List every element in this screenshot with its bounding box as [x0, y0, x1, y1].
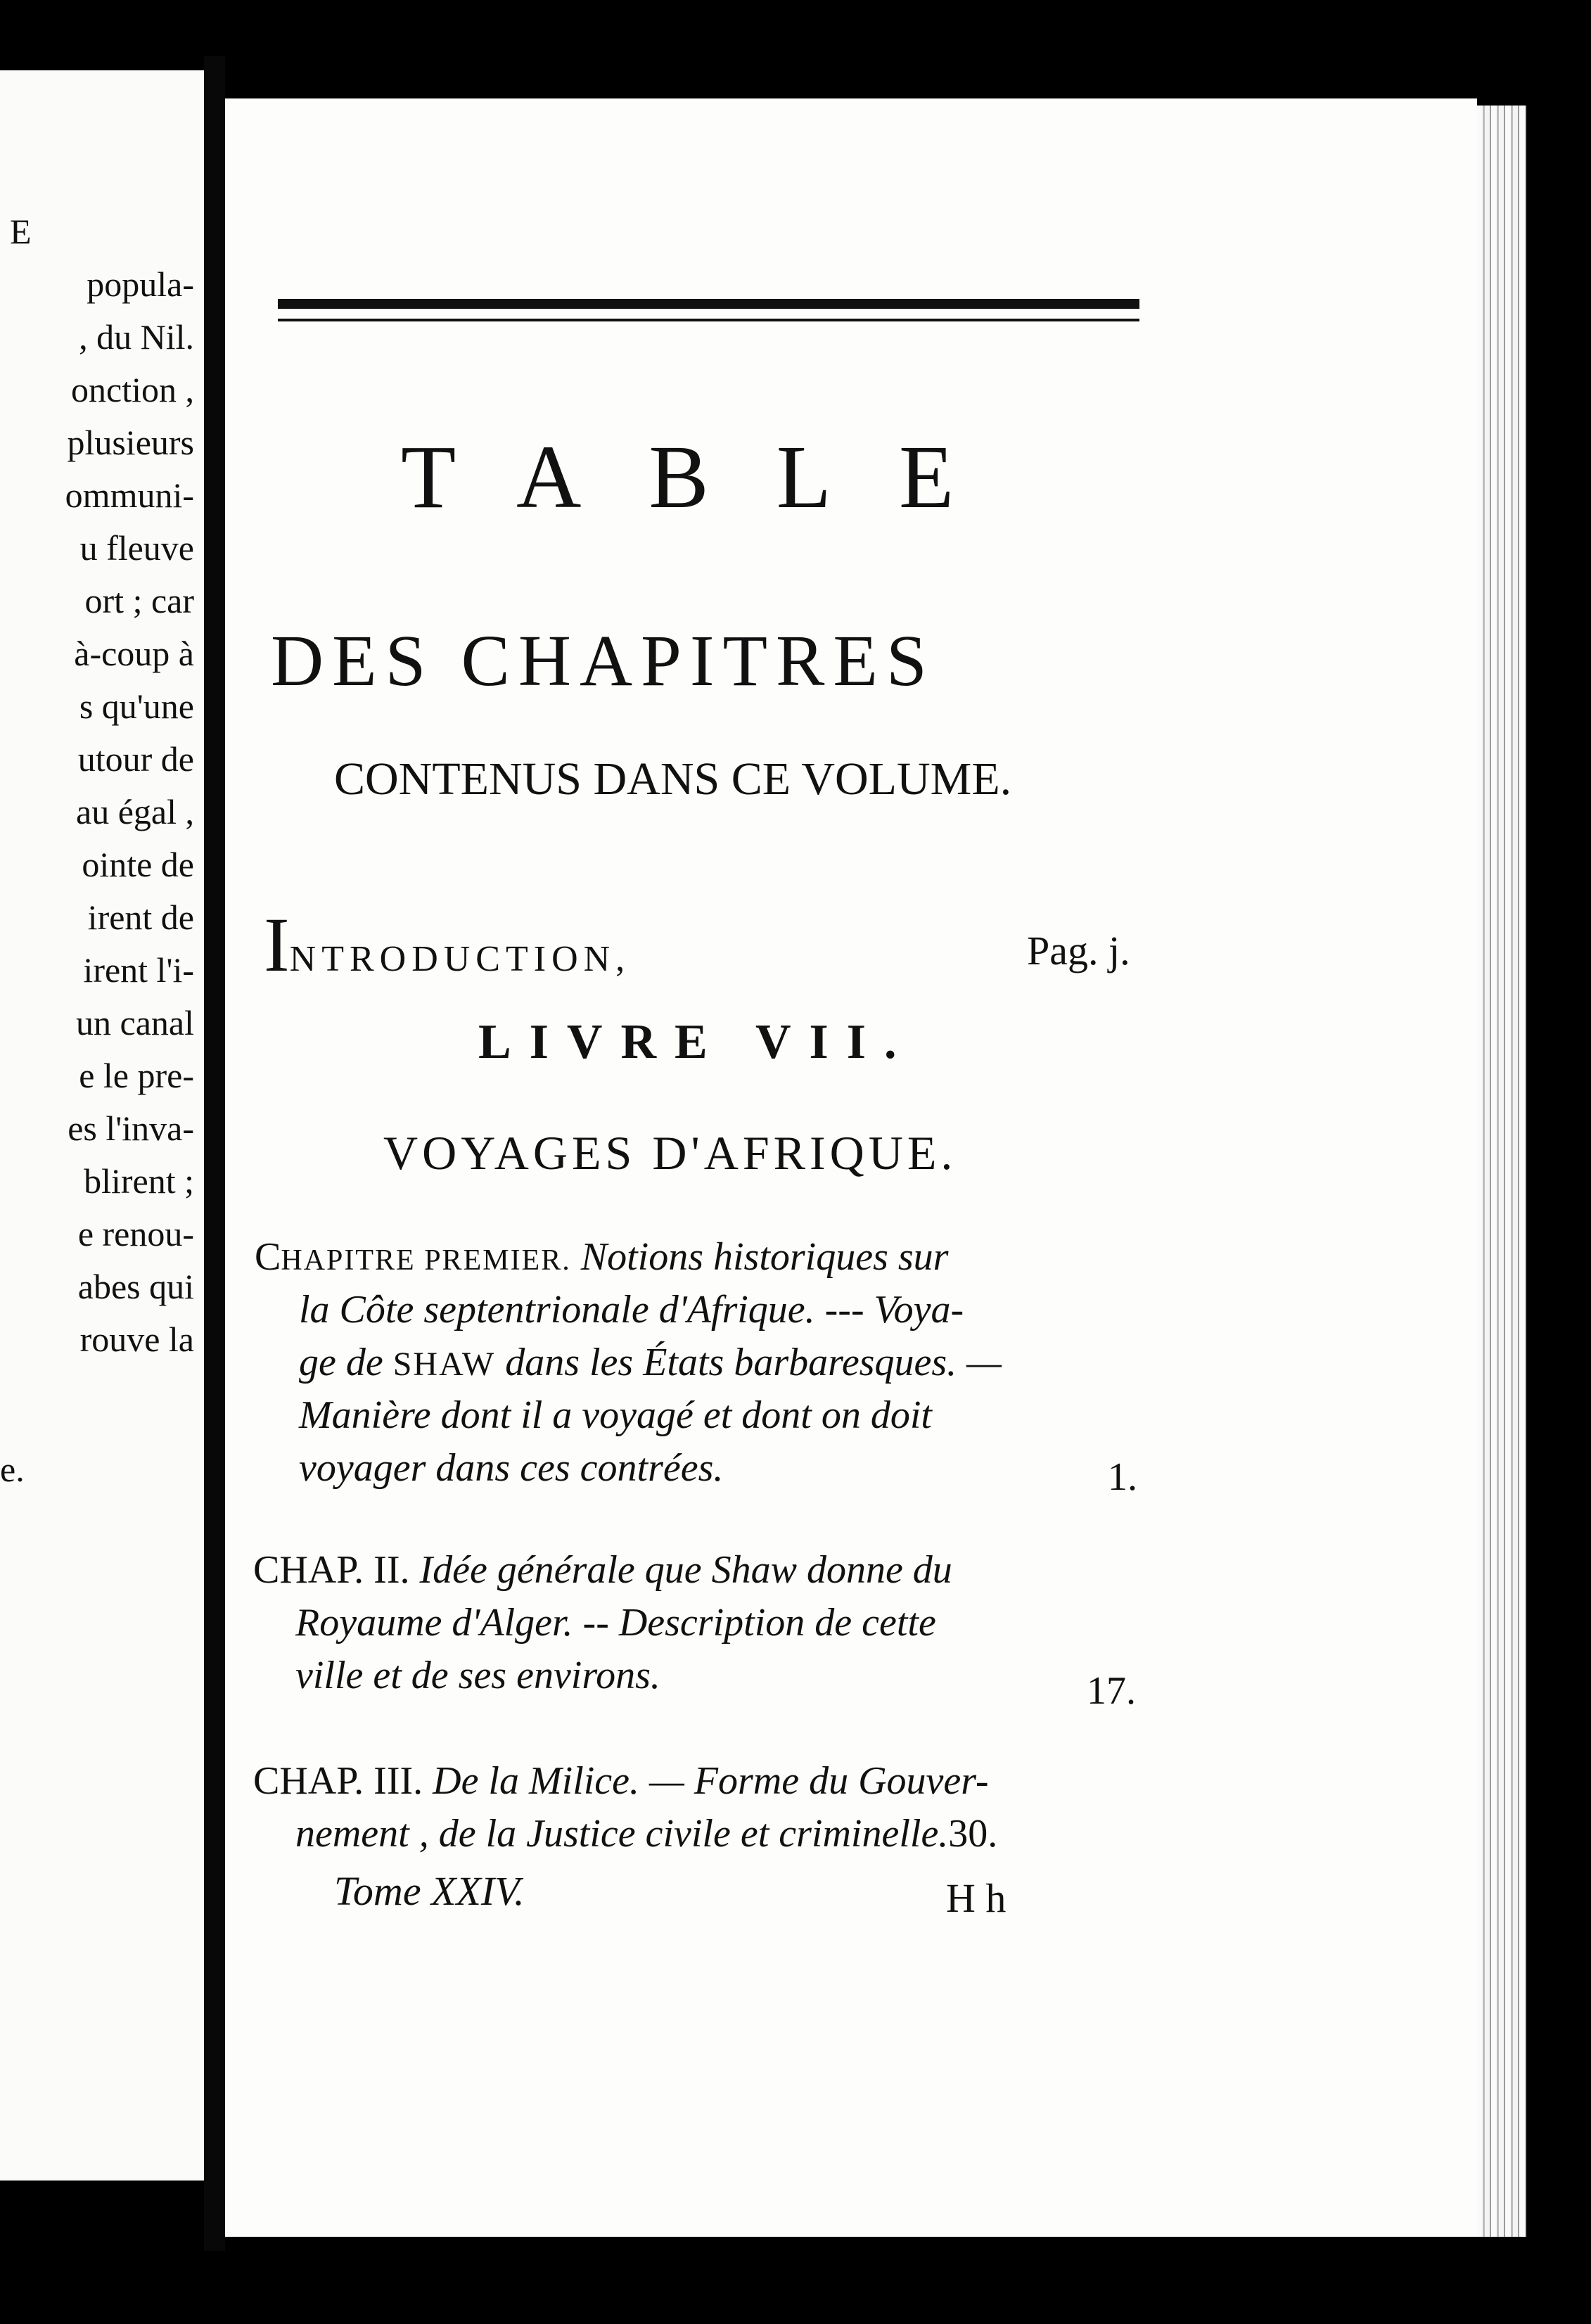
chapter-2-line-1 [253, 1547, 952, 1592]
page-title: TABLE [401, 427, 1022, 527]
chapter-1-text-1: Notions historiques sur [580, 1235, 949, 1279]
left-page-line: e le pre- [79, 1056, 194, 1095]
left-page-line: blirent ; [84, 1161, 194, 1201]
left-page-line: s qu'une [79, 687, 194, 726]
chapter-2-page: 17. [1087, 1669, 1136, 1713]
chapter-2-text-2: Royaume d'Alger. -- Description de cette [295, 1601, 936, 1645]
chapter-1-text-4: Manière dont il a voyagé et dont on doit [299, 1393, 932, 1437]
chapter-1-text-2: la Côte septentrionale d'Afrique. --- Voya- [299, 1288, 964, 1332]
chapter-3-line-1 [253, 1758, 989, 1803]
chapter-3-line-2 [295, 1811, 997, 1856]
left-page-line: plusieurs [67, 423, 194, 462]
left-page-line: e. [0, 1450, 25, 1489]
chapter-1-line-1 [255, 1234, 948, 1279]
chapter-1-author: SHAW [392, 1346, 496, 1383]
left-page-line: abes qui [77, 1267, 194, 1306]
introduction-drop-cap: I [264, 902, 290, 988]
left-page-line: utour de [77, 739, 194, 779]
chapter-1-label-cap: C [255, 1235, 281, 1279]
page-subtitle: DES CHAPITRES [271, 620, 935, 701]
chapter-1-page: 1. [1108, 1455, 1137, 1499]
book-heading: LIVRE VII. [478, 1015, 915, 1069]
left-page-line: irent de [87, 898, 194, 937]
left-page-line: E [10, 212, 32, 251]
left-page-line: u fleuve [79, 528, 194, 568]
volume-number: Tome XXIV. [334, 1868, 525, 1914]
chapter-3-text-2: nement , de la Justice civile et criminelle. [295, 1812, 949, 1856]
left-page-line: e renou- [77, 1214, 194, 1253]
left-page-line: ort ; car [84, 581, 194, 620]
left-page-line: un canal [76, 1003, 194, 1042]
signature-mark: H h [946, 1875, 1007, 1921]
chapter-1-text-5: voyager dans ces contrées. [299, 1446, 724, 1490]
book-gutter [204, 56, 225, 2251]
left-page-line: rouve la [79, 1320, 194, 1359]
left-page-line: au égal , [76, 792, 194, 831]
left-page-line: ointe de [82, 845, 194, 884]
header-rule-thick [278, 299, 1139, 309]
chapter-3-label: CHAP. III. [253, 1759, 423, 1803]
left-page-line: , du Nil. [79, 317, 194, 357]
left-page-line: onction , [71, 370, 194, 409]
left-page-line: ommuni- [65, 475, 194, 515]
contents-note: CONTENUS DANS CE VOLUME. [334, 753, 1012, 805]
introduction-label: NTRODUCTION, [289, 939, 631, 979]
left-page-line: popula- [87, 264, 194, 304]
left-page-line: irent l'i- [83, 950, 194, 990]
chapter-2-text-1: Idée générale que Shaw donne du [419, 1548, 952, 1592]
chapter-3-text-1: De la Milice. — Forme du Gouver- [433, 1759, 989, 1803]
section-heading: VOYAGES D'AFRIQUE. [383, 1126, 957, 1180]
chapter-2-text-3: ville et de ses environs. [295, 1654, 660, 1697]
page-edges [1477, 106, 1526, 2237]
left-page-line: es l'inva- [68, 1109, 194, 1148]
header-rule-thin [278, 319, 1139, 321]
left-facing-page [0, 70, 204, 2181]
chapter-3-page: 30. [948, 1812, 998, 1856]
chapter-1-text-3a: ge de [299, 1341, 383, 1384]
chapter-1-line-3 [299, 1340, 1002, 1385]
chapter-2-label: CHAP. II. [253, 1548, 410, 1592]
introduction-page: Pag. j. [1027, 928, 1130, 973]
chapter-1-text-3c: dans les États barbaresques. — [505, 1341, 1002, 1384]
chapter-1-label: HAPITRE PREMIER. [281, 1244, 571, 1277]
introduction-entry [264, 900, 630, 990]
left-page-line: à-coup à [74, 634, 194, 673]
